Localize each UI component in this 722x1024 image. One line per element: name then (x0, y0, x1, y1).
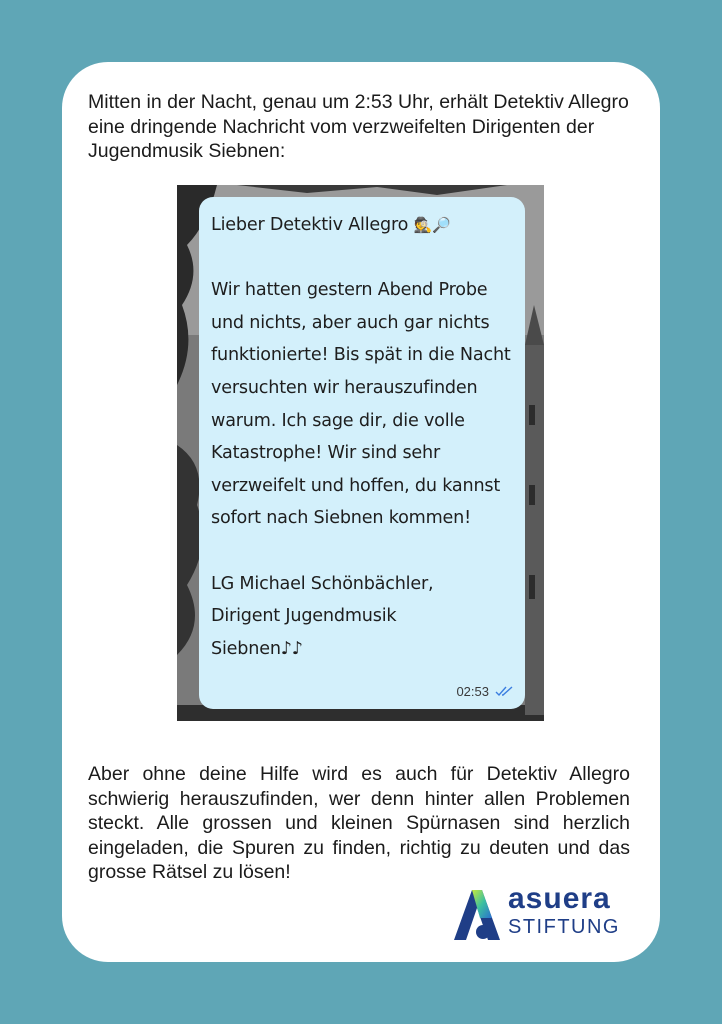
message-signature-line1: Dirigent Jugendmusik (211, 606, 397, 627)
magnifying-glass-icon: 🔎 (432, 216, 451, 234)
double-check-icon (495, 685, 515, 697)
logo-name: asuera (508, 882, 611, 915)
logo-subtitle: STIFTUNG (508, 916, 620, 938)
signature-text: Siebnen (211, 638, 281, 659)
message-body: Wir hatten gestern Abend Probe und nichts, aber auch gar nichts funktionierte! Bis spät in die Nacht versuchten wir herauszufinden warum. Ich sage dir, die volle Katastrophe! Wir sind sehr verzweifelt und hoffen, du kannst sofort nach Siebnen kommen! (211, 280, 511, 529)
detective-emoji-icon: 🕵 (413, 216, 433, 234)
chat-message-bubble (199, 197, 525, 709)
message-timestamp: 02:53 (456, 684, 489, 699)
intro-paragraph: Mitten in der Nacht, genau um 2:53 Uhr, erhält Detektiv Allegro eine dringende Nachricht vom verzweifelten Dirigenten der Jugendmusik Siebnen: (88, 91, 629, 162)
message-signature-line2 (211, 633, 513, 666)
asuera-mark-icon (452, 888, 502, 942)
music-notes-icon: ♪♪ (280, 638, 303, 659)
greeting-text: Lieber Detektiv Allegro (211, 215, 409, 235)
message-signoff: LG Michael Schönbächler, (211, 573, 434, 594)
outro-paragraph: Aber ohne deine Hilfe wird es auch für Detektiv Allegro schwierig herauszufinden, wer denn hinter allen Problemen steckt. Alle grossen und kleinen Spürnasen sind herzlich eingeladen, die Spuren zu finden, richtig zu deuten und das grosse Rätsel zu lösen! (88, 763, 630, 883)
message-greeting (211, 209, 513, 242)
asuera-logo (452, 882, 622, 944)
